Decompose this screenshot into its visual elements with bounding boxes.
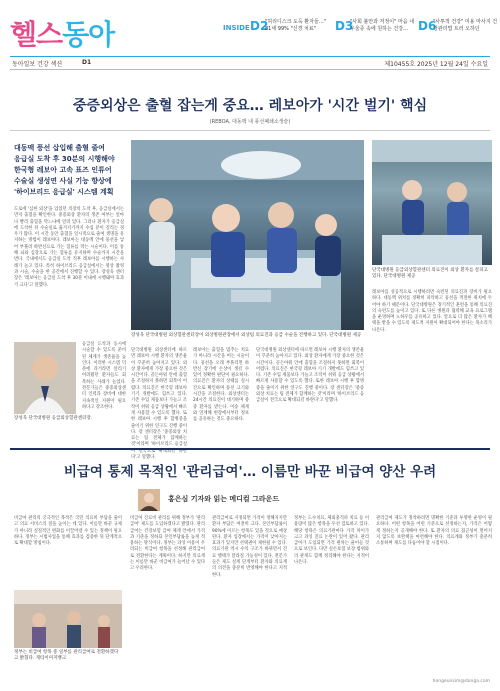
surgery-photo: [131, 140, 364, 330]
page-number: D1: [82, 59, 92, 66]
promo-item[interactable]: [335, 17, 415, 41]
article1-deck: [14, 143, 124, 198]
footer-email: hongeunsim@donga.com: [432, 679, 490, 684]
article2-body: 관리급여로 지정되면 가격이 정해지지만 환자 부담은 여전히 크다. 본인부담률이 90%에 이르는 항목도 있을 것으로 예상된다. 환자 입장에서는 가격이 낮아지는 효과가 있지만 선택권이 제한될 수 있다. 의료기관 역시 수익 구조가 바뀌면서 진료 행태가 달라질 가능성이 있다. 전문가들은 제도 설계 단계부터 환자와 의료계의 의견을 충분히 반영해야 한다고 지적한다.: [212, 516, 287, 578]
portrait-photo: [14, 342, 76, 414]
article1-subhead: (REBOA, 대동맥 내 풍선폐쇄소생술): [209, 119, 291, 125]
logo-part-a: 헬스: [10, 18, 63, 51]
article1-body: 레보아는 출혈을 멈추는 치료가 아니라 시간을 버는 시술이다. 풍선을 오래 부풀리면 하반신 장기에 손상이 생길 수 있어 정확한 판단이 필요하다. 의료진은 환자의 상태를 실시간으로 확인하며 풍선 크기와 시간을 조절한다. 외상센터는 24시간 의료진이 대기하며 중증 환자를 받는다. 이송 체계와 연계해 현장에서부터 정보를 공유하는 것도 중요하다.: [193, 348, 249, 423]
deck-line: '하이브리드 응급실' 시스템 계획: [14, 188, 114, 196]
promo-text: "사회 불안과 걱정이" 마음 내 우울증 속에 원하는 건강…: [350, 19, 415, 32]
deck-line: 한국형 레보아 고속 표즈 인튜어: [14, 166, 112, 174]
divider: [10, 130, 490, 131]
side-photo-caption: 단국대병원 응급외상혈관센터 의료진이 외상 환자를 살피고 있다. 단국대병원 제공: [372, 268, 488, 279]
logo: [10, 13, 114, 53]
article1-body: 단국대병원 외상센터에 따르면 레보아 시행 환자의 생존율이 꾸준히 높아지고 있다. 외상 환자에게 가장 중요한 것은 시간이다. 골든아워 안에 출혈을 조절하지 못하면 회복이 어렵다. 의료진은 한국형 레보아 기기 개발에도 힘쓰고 있다. 기존 수입 제품보다 가늘고 조작이 쉬워 응급 상황에서 빠르게 사용할 수 있도록 했다. 또한 레보아 시행 후 합병증을 줄이기 위한 연구도 진행 중이다. 장 센터장은 '중증외상 치료는 팀 전체가 함께하는 것'이라며 '하이브리드 응급실이 전국으로 확대되길 바란다'고 말했다.: [256, 348, 364, 404]
deck-line: 수술실 생성연 사실 기능 향상에: [14, 177, 112, 185]
logo-part-b: 동아: [62, 18, 115, 51]
section-meta-bar: [10, 56, 490, 70]
side-photo: [372, 140, 492, 265]
portrait-caption: 장성욱 단국대병원 응급외상혈관센터장.: [14, 416, 93, 421]
article2-byline: 홍은심 기자와 읽는 메디컬 그라운드: [168, 495, 280, 503]
inside-label: INSIDE: [223, 24, 250, 32]
side-photo-illustration: [372, 140, 492, 265]
reporter-avatar: [138, 489, 160, 511]
section-name: 동아일보 건강 섹션: [12, 61, 63, 68]
article1-body: 응급실 도착과 동시에 시술할 수 있도록 준비된 체계가 생존율을 높인다. 이러한 시스템 덕분에 과거라면 살리기 어려웠던 환자들도 회복하는 사례가 늘었다. 전문가들은 중증외상센터 인력과 장비에 대한 지속적인 지원이 필요하다고 강조한다.: [82, 342, 126, 410]
article1-body: 레보아를 성공적으로 시행하려면 숙련된 의료진과 장비가 필요하다. 대동맥 위치를 정확히 파악하고 풍선을 적절한 위치에 두어야 하기 때문이다. 단국대병원은 정기적인 훈련을 통해 의료진의 숙련도를 높이고 있다. 또 다른 병원과 협력해 교육 프로그램을 운영하며 노하우를 공유하고 있다. 앞으로 더 많은 환자가 혜택을 받을 수 있도록 제도적 지원이 확대되어야 한다는 목소리가 나온다.: [372, 290, 492, 333]
reporter-avatar-illustration: [138, 489, 160, 511]
issue-date: 제10455호 2025년 12월 24일 수요일: [384, 61, 488, 68]
masthead: [0, 0, 500, 55]
article2-photo-illustration: [14, 590, 122, 648]
promo-item[interactable]: [250, 17, 330, 41]
promo-item[interactable]: [418, 17, 498, 41]
portrait-illustration: [14, 342, 76, 414]
article2-body: 비급여 진료비 관리를 위해 정부가 '관리급여' 제도를 도입하겠다고 밝혔다. 관리급여는 건강보험 급여 체계 안에서 가격과 기준을 정하되 본인부담률을 높게 적용하는 방식이다. 정부는 과잉 이용이 우려되는 비급여 항목을 선정해 관리급여로 전환한다는 계획이다. 하지만 의료계는 이름만 바꾼 비급여가 늘어날 수 있다고 우려한다.: [130, 516, 205, 572]
deck-line: 응급실 도착 후 30분의 시행해야: [14, 155, 115, 163]
deck-line: 대동맥 풍선 삽입해 출혈 줄여: [14, 144, 105, 152]
promo-page-number: D3: [335, 19, 354, 33]
article2-headline: 비급여 통제 목적인 '관리급여'… 이름만 바꾼 비급여 양산 우려: [63, 464, 437, 480]
promo-page-number: D6: [418, 19, 437, 33]
section-divider: [10, 448, 490, 450]
surgery-photo-illustration: [131, 140, 364, 330]
article2-body: 정부는 도수치료, 체외충격파 치료 등 이용량이 많은 항목을 우선 검토하고 있다. 해당 항목은 의료기관마다 가격 차이가 크고 과잉 진료 논란이 있어 왔다. 관리급여가 도입되면 가격 편차는 줄어들 것으로 보인다. 다만 실손보험 보장 범위와의 관계도 함께 정리해야 한다는 지적이 나온다.: [294, 516, 369, 566]
article2-photo: [14, 590, 122, 648]
article2-body: 비급여 관리의 궁극적인 목적은 국민 의료비 부담을 줄이고 의료 서비스의 질을 높이는 데 있다. 이름만 바꾼 규제가 아니라 실질적인 변화를 이끌어낼 수 있는 정책이 필요하다. 정부는 시범사업을 통해 효과를 검증한 뒤 단계적으로 확대할 방침이다.: [14, 516, 122, 547]
photo-caption: 장성욱 단국대병원 외상혈관센터장이 외상병원관장에서 외상팀 의료진과 응급 수술을 진행하고 있다. 단국대병원 제공: [131, 333, 362, 338]
article1-body: 도로에 '심한 외상'을 입었던 의장의 도착 후, 응급실에서는 먼저 출혈을 확인한다. 중증외상 환자의 생존 여부는 얼마나 빨리 출혈을 막느냐에 달려 있다. 그러나 환자가 응급실에 도착한 뒤 수술실로 옮겨지기까지 수십 분이 걸리는 경우가 많다. 이 시간 동안 출혈을 일시적으로 줄여 생명을 유지하는 방법이 레보아다. 레보아는 대동맥 안에 풍선을 넣어 부풀려 하반신으로 가는 혈류를 막는 시술이다. 이를 통해 뇌와 심장으로 가는 혈류를 유지하며 수술까지 시간을 번다. 국내에서도 응급실 도착 직후 레보아를 시행하는 사례가 늘고 있다. 특히 하이브리드 응급실에서는 영상 촬영과 시술, 수술을 한 공간에서 진행할 수 있다. 장성욱 센터장은 '레보아는 응급실 도착 후 30분 이내에 시행돼야 효과가 크다'고 말했다.: [14, 207, 124, 288]
promo-page-number: D2: [250, 19, 269, 33]
promo-text: "허리디스크 도둑 환자들…" 81세 99% "신경 치료": [265, 19, 327, 32]
article1-headline: 중증외상은 출혈 잡는게 중요… 레보아가 '시간 벌기' 핵심: [72, 98, 428, 114]
article2-caption: 정부는 비급여 항목 중 일부를 관리급여로 전환하겠다고 밝혔다. 게티이미지뱅크: [14, 650, 119, 661]
promo-text: "사투적 건강" 미용 마사지 건강관리법 트러 오하던: [433, 19, 498, 32]
article1-body: 단국대병원 외상센터에 따르면 레보아 시행 환자의 생존율이 꾸준히 높아지고 있다. 외상 환자에게 가장 중요한 것은 시간이다. 골든아워 안에 출혈을 조절하지 못하면 회복이 어렵다. 의료진은 한국형 레보아 기기 개발에도 힘쓰고 있다. 기존 수입 제품보다 가늘고 조작이 쉬워 응급 상황에서 빠르게 사용할 수 있도록 했다. 또한 레보아 시행 후 합병증을 줄이기 위한 연구도 진행 중이다. 장 센터장은 '중증외상 치료는 팀 전체가 함께하는 것'이라며 '하이브리드 응급실이 전국으로 확대되길 바란다'고 말했다.: [131, 348, 187, 461]
article2-body: 관리급여 제도가 정착하려면 명확한 기준과 투명한 운영이 필요하다. 어떤 항목을 어떤 기준으로 선정하는지, 가격은 어떻게 정하는지 공개해야 한다. 또 환자의 의료 접근성이 떨어지지 않도록 보완책을 마련해야 한다. 의료계와 정부가 충분히 소통하며 제도를 다듬어야 할 시점이다.: [376, 516, 492, 547]
